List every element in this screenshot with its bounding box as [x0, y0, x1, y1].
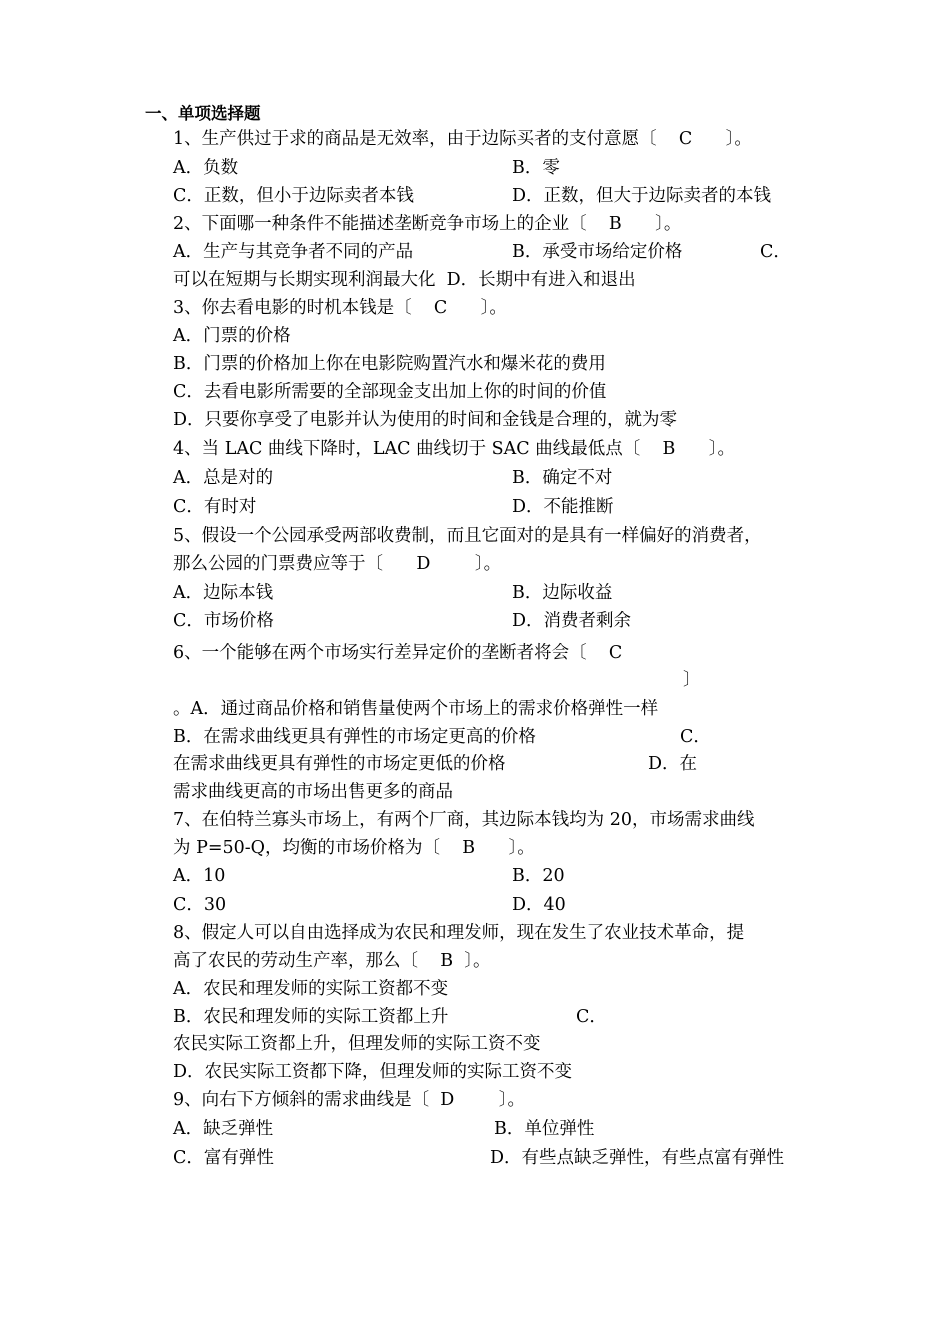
option-5b: B．边际收益 — [512, 583, 613, 603]
option-1a: A．负数 — [173, 158, 239, 178]
option-8d: D．农民实际工资都下降，但理发师的实际工资不变 — [173, 1062, 573, 1082]
question-4: 4、当 LAC 曲线下降时，LAC 曲线切于 SAC 曲线最低点〔 B 〕。 — [173, 439, 735, 459]
option-3c: C．去看电影所需要的全部现金支出加上你的时间的价值 — [173, 382, 607, 402]
question-8-line2: 高了农民的劳动生产率，那么〔 B 〕。 — [173, 951, 491, 971]
option-5a: A．边际本钱 — [173, 583, 274, 603]
option-1c: C．正数，但小于边际卖者本钱 — [173, 186, 414, 206]
option-2c-2d: 可以在短期与长期实现利润最大化 D．长期中有进入和退出 — [173, 270, 636, 290]
question-7-line2: 为 P=50-Q，均衡的市场价格为〔 B 〕。 — [173, 838, 535, 858]
question-1: 1、生产供过于求的商品是无效率，由于边际买者的支付意愿〔 C 〕。 — [173, 129, 752, 149]
option-2a: A．生产与其竞争者不同的产品 — [173, 242, 414, 262]
option-6a: 。A．通过商品价格和销售量使两个市场上的需求价格弹性一样 — [173, 699, 659, 719]
option-7d: D．40 — [512, 895, 566, 915]
section-title: 一、单项选择题 — [145, 104, 261, 123]
option-8c: 农民实际工资都上升，但理发师的实际工资不变 — [173, 1034, 541, 1054]
option-8a: A．农民和理发师的实际工资都不变 — [173, 979, 449, 999]
option-9d: D．有些点缺乏弹性，有些点富有弹性 — [490, 1148, 785, 1168]
option-4d: D．不能推断 — [512, 497, 614, 517]
option-6d-label: D．在 — [648, 754, 698, 774]
option-9c: C．富有弹性 — [173, 1148, 274, 1168]
option-3a: A．门票的价格 — [173, 326, 291, 346]
option-6b: B．在需求曲线更具有弹性的市场定更高的价格 — [173, 727, 536, 747]
option-7b: B．20 — [512, 866, 565, 886]
question-2: 2、下面哪一种条件不能描述垄断竞争市场上的企业〔 B 〕。 — [173, 214, 682, 234]
option-8b: B．农民和理发师的实际工资都上升 — [173, 1007, 449, 1027]
option-4c: C．有时对 — [173, 497, 257, 517]
option-6c: 在需求曲线更具有弹性的市场定更低的价格 — [173, 754, 506, 774]
option-6d: 需求曲线更高的市场出售更多的商品 — [173, 782, 453, 802]
option-2b: B．承受市场给定价格 — [512, 242, 683, 262]
option-5d: D．消费者剩余 — [512, 611, 632, 631]
option-6c-label: C． — [680, 727, 711, 747]
option-4b: B．确定不对 — [512, 468, 613, 488]
option-2c-label: C． — [760, 242, 791, 262]
option-3b: B．门票的价格加上你在电影院购置汽水和爆米花的费用 — [173, 354, 606, 374]
question-8-line1: 8、假定人可以自由选择成为农民和理发师，现在发生了农业技术革命，提 — [173, 923, 745, 943]
option-9a: A．缺乏弹性 — [173, 1119, 274, 1139]
question-7-line1: 7、在伯特兰寡头市场上，有两个厂商，其边际本钱均为 20，市场需求曲线 — [173, 810, 755, 830]
option-8c-label: C． — [576, 1007, 607, 1027]
question-6: 6、一个能够在两个市场实行差异定价的垄断者将会〔 C — [173, 643, 623, 663]
option-9b: B．单位弹性 — [494, 1119, 595, 1139]
question-9: 9、向右下方倾斜的需求曲线是〔 D 〕。 — [173, 1090, 526, 1110]
option-7a: A．10 — [173, 866, 226, 886]
question-5-line2: 那么公园的门票费应等于〔 D 〕。 — [173, 554, 502, 574]
option-7c: C．30 — [173, 895, 227, 915]
question-5-line1: 5、假设一个公园承受两部收费制，而且它面对的是具有一样偏好的消费者， — [173, 526, 762, 546]
option-1d: D．正数，但大于边际卖者的本钱 — [512, 186, 772, 206]
option-1b: B．零 — [512, 158, 560, 178]
option-4a: A．总是对的 — [173, 468, 274, 488]
question-3: 3、你去看电影的时机本钱是〔 C 〕。 — [173, 298, 507, 318]
question-6-bracket: 〕 — [683, 670, 701, 690]
option-3d: D．只要你享受了电影并认为使用的时间和金钱是合理的，就为零 — [173, 410, 678, 430]
option-5c: C．市场价格 — [173, 611, 274, 631]
